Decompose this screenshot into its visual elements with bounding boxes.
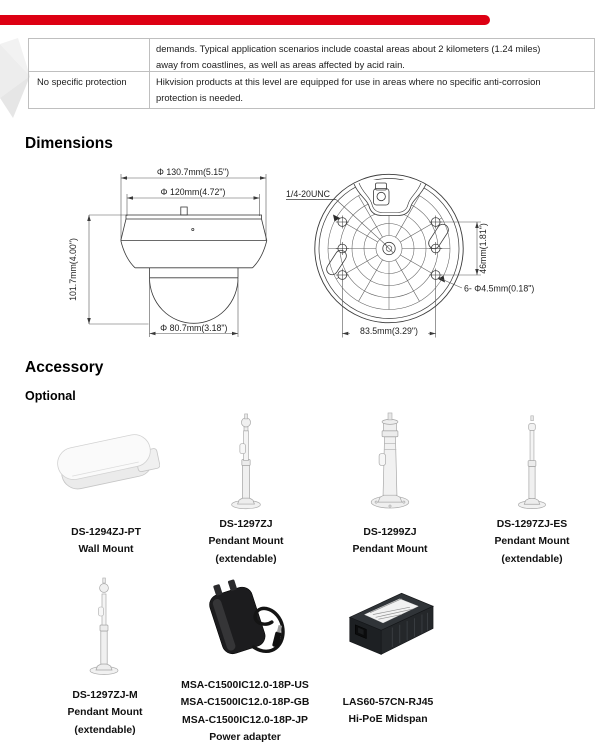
desc-line: Hikvision products at this level are equipped for use in areas where no specific anti-corrosion	[156, 76, 541, 87]
corrosion-table	[28, 38, 595, 109]
pendant-mount-image	[512, 410, 552, 513]
dim-label-top-width: Φ 120mm(4.72")	[160, 187, 226, 197]
model-note: (extendable)	[501, 553, 563, 565]
model-type: Hi-PoE Midspan	[348, 714, 428, 726]
pendant-mount-image	[84, 572, 124, 680]
model-name: DS-1297ZJ-M	[72, 690, 138, 701]
model-type: Pendant Mount	[494, 536, 570, 548]
poe-midspan-image	[334, 584, 446, 672]
model-name: LAS60-57CN-RJ45	[342, 697, 434, 708]
model-name: DS-1299ZJ	[363, 527, 417, 538]
model-name: DS-1294ZJ-PT	[71, 527, 141, 538]
accessory-label	[303, 694, 473, 729]
dim-label-hole-span-horizontal: 83.5mm(3.29")	[360, 326, 418, 336]
wall-mount-image	[50, 429, 160, 495]
desc-line: away from coastlines, as well as areas affected by acid rain.	[156, 59, 405, 71]
model-name: MSA-C1500IC12.0-18P-GB	[180, 697, 310, 709]
model-name: DS-1297ZJ-ES	[496, 519, 568, 530]
model-note: (extendable)	[74, 724, 136, 736]
model-type: Power adapter	[209, 732, 281, 744]
dim-label-dome-width: Φ 80.7mm(3.18")	[160, 323, 228, 333]
table-cell-desc-1	[156, 41, 540, 73]
accessory-heading: Accessory	[25, 359, 104, 376]
accessory-label	[447, 516, 602, 568]
table-cell-desc-2	[156, 74, 541, 106]
dim-label-hole-span-vertical: 46mm(1.81")	[478, 223, 488, 274]
pendant-mount-image	[226, 408, 266, 513]
pendant-mount-image	[366, 408, 414, 513]
desc-line: demands. Typical application scenarios include coastal areas about 2 kilometers (1.24 miles)	[156, 43, 541, 54]
model-name: MSA-C1500IC12.0-18P-JP	[182, 714, 308, 726]
model-type: Pendant Mount	[352, 544, 428, 556]
table-cell-term-2: No specific protection	[37, 76, 127, 87]
dimensions-heading: Dimensions	[25, 135, 113, 152]
model-name: MSA-C1500IC12.0-18P-US	[181, 680, 309, 691]
model-type: Pendant Mount	[208, 536, 284, 548]
dimensions-figure	[0, 165, 602, 350]
dim-label-hole-size: 6- Φ4.5mm(0.18")	[464, 283, 535, 294]
dim-label-height: 101.7mm(4.00")	[68, 238, 78, 301]
dim-label-outer-width: Φ 130.7mm(5.15")	[156, 167, 230, 177]
model-name: DS-1297ZJ	[219, 519, 273, 530]
dim-label-thread: 1/4-20UNC	[286, 189, 331, 199]
model-type: Wall Mount	[78, 544, 134, 556]
table-column-divider	[149, 39, 150, 108]
header-accent-bar	[0, 15, 490, 25]
power-adapter-image	[198, 576, 290, 672]
camera-base-view-drawing	[286, 174, 534, 337]
model-type: Pendant Mount	[67, 707, 143, 719]
optional-subheading: Optional	[25, 389, 76, 403]
desc-line: protection is needed.	[156, 92, 244, 104]
camera-side-view-drawing	[68, 167, 267, 337]
model-note: (extendable)	[215, 553, 277, 565]
